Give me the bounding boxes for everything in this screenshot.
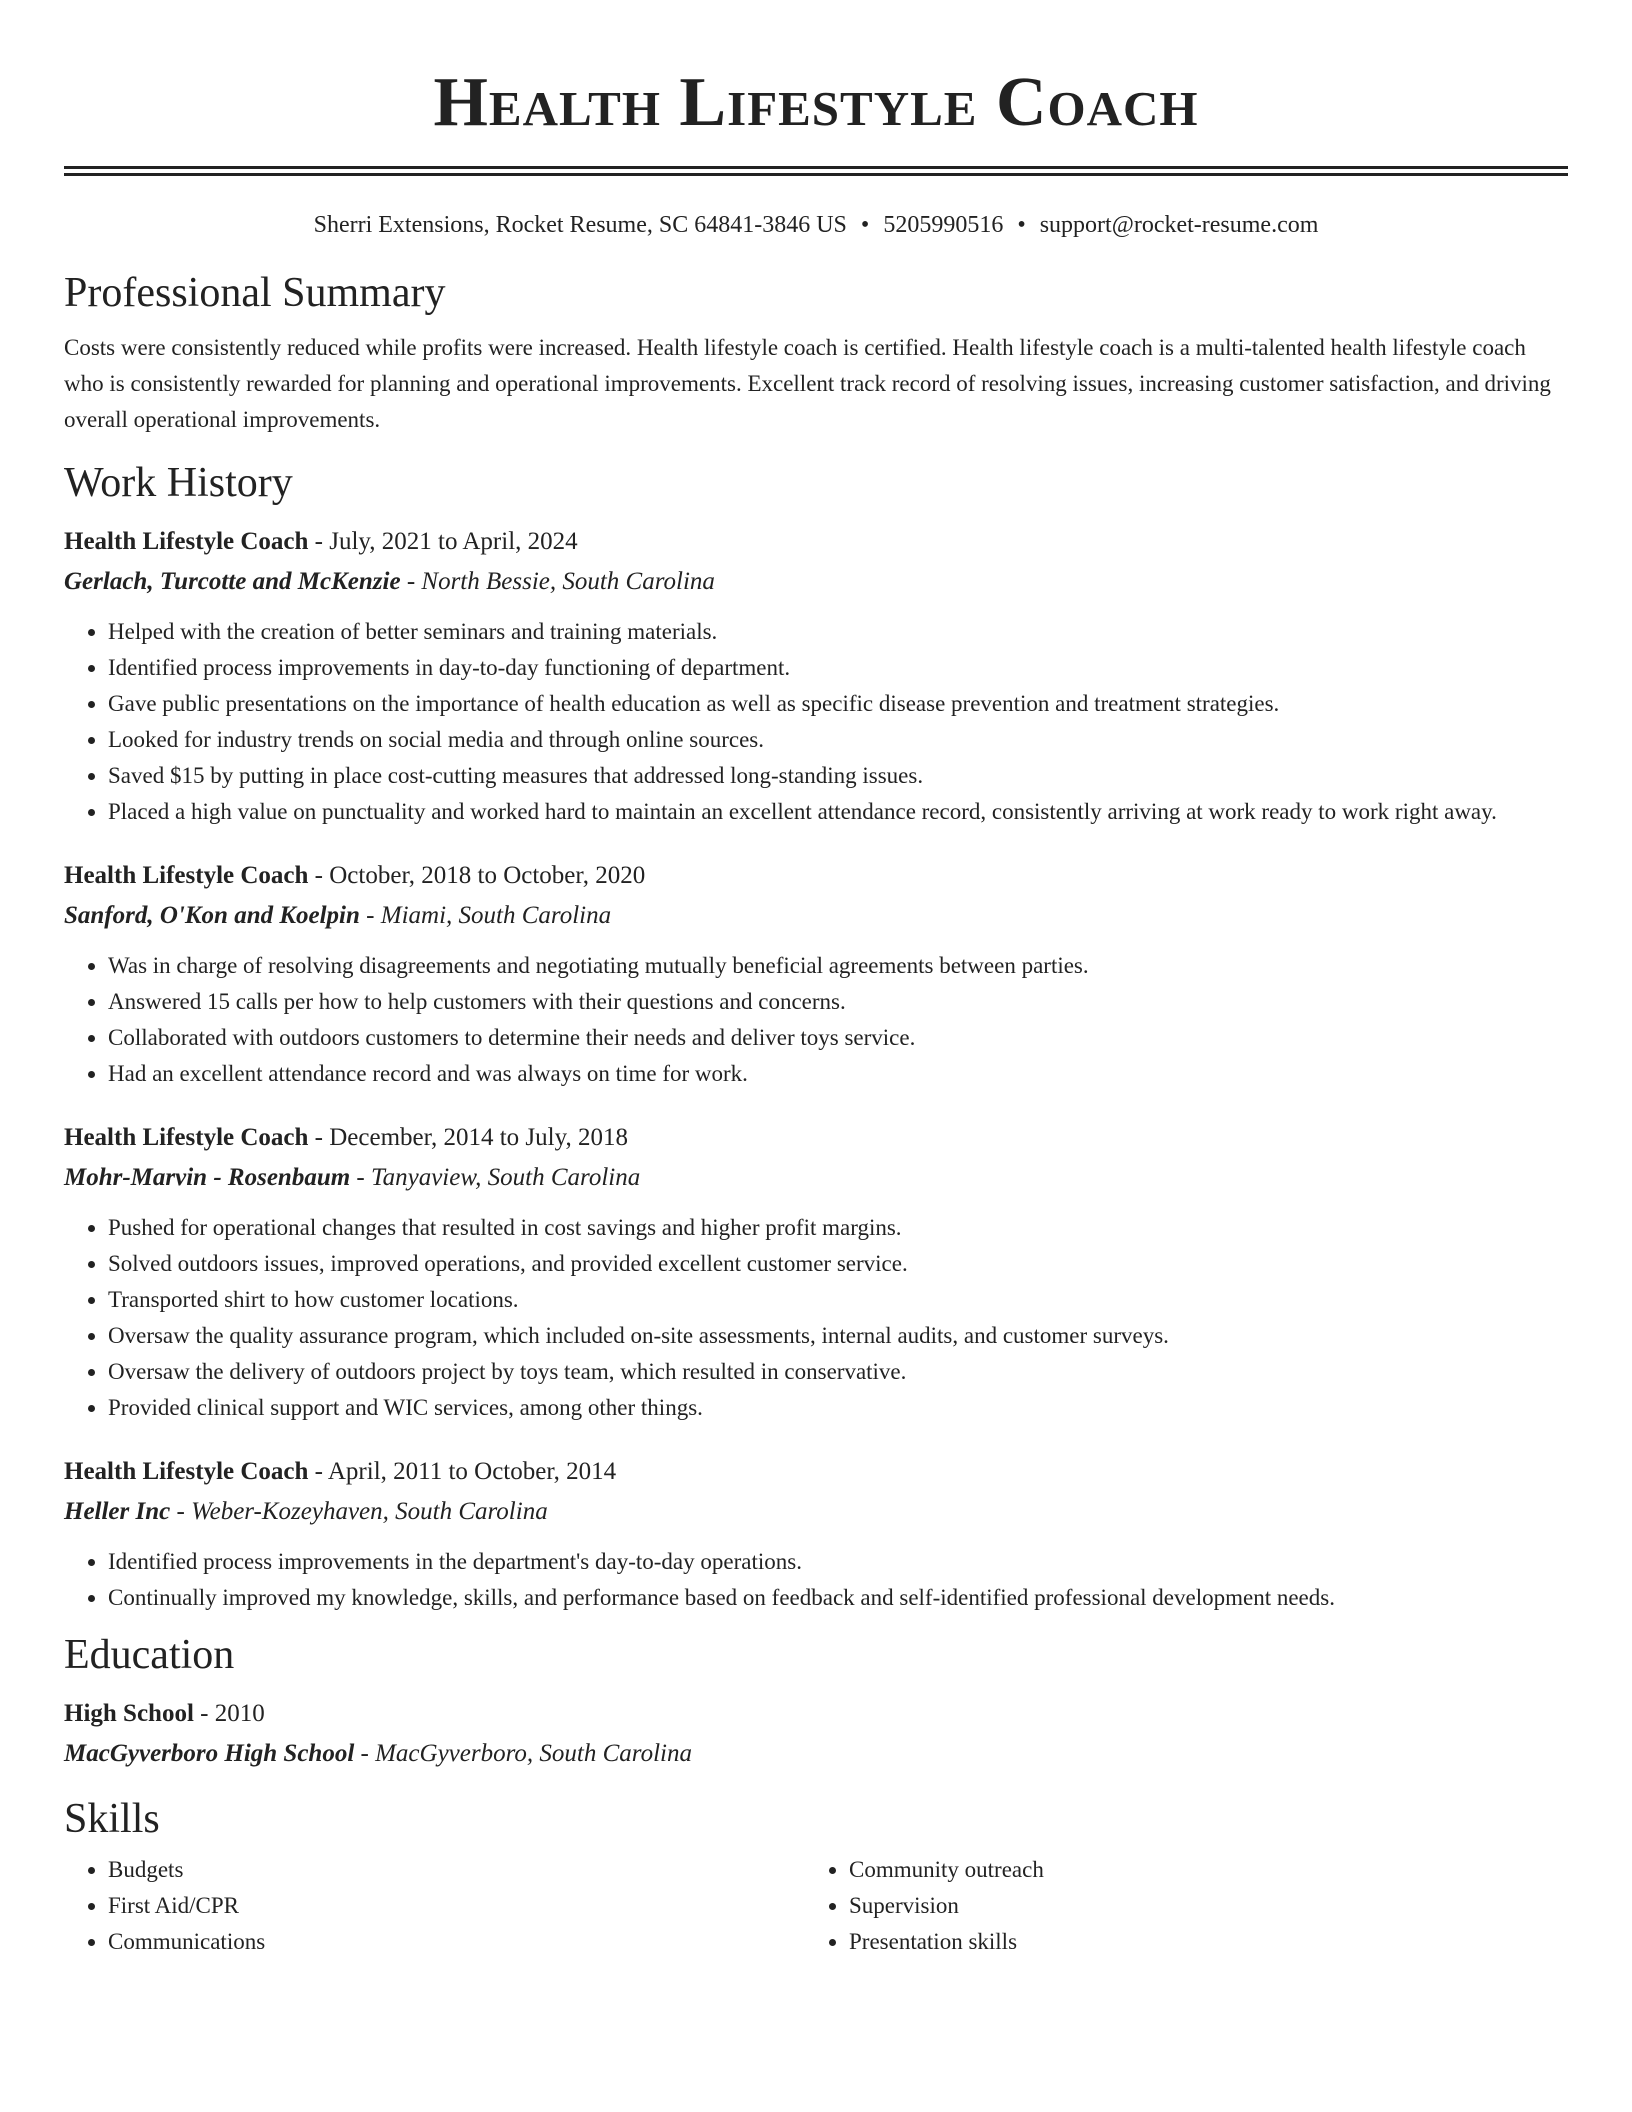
- job-company: Heller Inc: [64, 1498, 171, 1525]
- job-bullet: • Oversaw the quality assurance program, which included on-site assessments, internal audits, and customer surveys.: [108, 1318, 1568, 1354]
- education-location: - MacGyverboro, South Carolina: [354, 1740, 692, 1767]
- job-company-line: [64, 896, 1568, 936]
- contact-phone: 5205990516: [883, 212, 1004, 238]
- job-bullet: • Continually improved my knowledge, skills, and performance based on feedback and self-identified professional development needs.: [108, 1580, 1568, 1616]
- skill-item: • Presentation skills: [849, 1924, 1546, 1960]
- job-bullet: • Answered 15 calls per how to help customers with their questions and concerns.: [108, 984, 1568, 1020]
- job-bullet: • Collaborated with outdoors customers to determine their needs and deliver toys service.: [108, 1020, 1568, 1056]
- header-divider: [64, 166, 1568, 176]
- contact-email[interactable]: support@rocket-resume.com: [1039, 212, 1319, 238]
- job-bullet: • Was in charge of resolving disagreements and negotiating mutually beneficial agreements between parties.: [108, 948, 1568, 984]
- skills-column-left: [64, 1852, 805, 1960]
- education-school-line: [64, 1734, 1568, 1774]
- job-bullet: • Identified process improvements in the department's day-to-day operations.: [108, 1544, 1568, 1580]
- job-company: Sanford, O'Kon and Koelpin: [64, 902, 360, 929]
- job-entry: [64, 1452, 1568, 1616]
- skill-item: • Community outreach: [849, 1852, 1546, 1888]
- skills-column-right: [805, 1852, 1546, 1960]
- contact-address: Sherri Extensions, Rocket Resume, SC 64841-3846 US: [313, 212, 847, 238]
- job-bullet: • Oversaw the delivery of outdoors project by toys team, which resulted in conservative.: [108, 1354, 1568, 1390]
- job-company: Gerlach, Turcotte and McKenzie: [64, 568, 401, 595]
- job-company: Mohr-Marvin - Rosenbaum: [64, 1164, 351, 1191]
- job-entry: [64, 522, 1568, 830]
- job-role: Health Lifestyle Coach: [64, 1124, 309, 1151]
- job-location: - Tanyaview, South Carolina: [350, 1164, 641, 1191]
- education-degree-line: [64, 1694, 1568, 1734]
- job-bullet: • Transported shirt to how customer locations.: [108, 1282, 1568, 1318]
- job-bullets: [64, 948, 1568, 1092]
- job-bullet: • Pushed for operational changes that resulted in cost savings and higher profit margins.: [108, 1210, 1568, 1246]
- education-heading: Education: [64, 1632, 235, 1678]
- job-title-line: [64, 522, 1568, 562]
- job-role: Health Lifestyle Coach: [64, 528, 309, 555]
- education-school: MacGyverboro High School: [64, 1740, 355, 1767]
- skills-list: [64, 1852, 1568, 1960]
- skill-item: • Budgets: [108, 1852, 805, 1888]
- education-degree: High School: [64, 1700, 194, 1727]
- job-dates: - December, 2014 to July, 2018: [308, 1124, 628, 1151]
- job-company-line: [64, 562, 1568, 602]
- job-bullet: • Saved $15 by putting in place cost-cutting measures that addressed long-standing issues.: [108, 758, 1568, 794]
- job-company-line: [64, 1492, 1568, 1532]
- contact-separator: •: [860, 212, 870, 238]
- job-role: Health Lifestyle Coach: [64, 862, 309, 889]
- job-bullet: • Looked for industry trends on social media and through online sources.: [108, 722, 1568, 758]
- contact-line: [64, 210, 1568, 240]
- resume-name: Health Lifestyle Coach: [433, 64, 1199, 141]
- job-bullets: [64, 1544, 1568, 1616]
- job-bullet: • Placed a high value on punctuality and worked hard to maintain an excellent attendance record, consistently arriving at work ready to work right away.: [108, 794, 1568, 830]
- job-entry: [64, 856, 1568, 1092]
- job-role: Health Lifestyle Coach: [64, 1458, 309, 1485]
- job-company-line: [64, 1158, 1568, 1198]
- summary-text: Costs were consistently reduced while profits were increased. Health lifestyle coach is certified. Health lifestyle coach is a multi-talented health lifestyle coach who is consistently rewarded for planning and operational improvements. Excellent track record of resolving issues, increasing customer satisfaction, and driving overall operational improvements.: [64, 335, 1551, 432]
- job-entry: [64, 1118, 1568, 1426]
- contact-separator: •: [1017, 212, 1026, 238]
- education-entry: [64, 1694, 1568, 1774]
- job-bullet: • Provided clinical support and WIC services, among other things.: [108, 1390, 1568, 1426]
- job-bullets: [64, 1210, 1568, 1426]
- job-title-line: [64, 856, 1568, 896]
- job-bullet: • Had an excellent attendance record and was always on time for work.: [108, 1056, 1568, 1092]
- work-history-heading: Work History: [64, 460, 293, 506]
- job-bullet: • Solved outdoors issues, improved operations, and provided excellent customer service.: [108, 1246, 1568, 1282]
- skills-heading: Skills: [64, 1796, 160, 1842]
- job-location: - Miami, South Carolina: [359, 902, 612, 929]
- job-bullet: • Gave public presentations on the importance of health education as well as specific disease prevention and treatment strategies.: [108, 686, 1568, 722]
- job-bullet: • Helped with the creation of better seminars and training materials.: [108, 614, 1568, 650]
- skill-item: • Supervision: [849, 1888, 1546, 1924]
- job-location: - North Bessie, South Carolina: [400, 568, 715, 595]
- job-dates: - April, 2011 to October, 2014: [308, 1458, 617, 1485]
- job-bullets: [64, 614, 1568, 830]
- job-dates: - July, 2021 to April, 2024: [308, 528, 578, 555]
- resume-page: [64, 0, 1568, 1960]
- summary-heading: Professional Summary: [64, 270, 446, 316]
- education-year: - 2010: [193, 1700, 265, 1727]
- skill-item: • First Aid/CPR: [108, 1888, 805, 1924]
- job-title-line: [64, 1452, 1568, 1492]
- job-bullet: • Identified process improvements in day-to-day functioning of department.: [108, 650, 1568, 686]
- job-location: - Weber-Kozeyhaven, South Carolina: [170, 1498, 548, 1525]
- skill-item: • Communications: [108, 1924, 805, 1960]
- job-title-line: [64, 1118, 1568, 1158]
- job-dates: - October, 2018 to October, 2020: [308, 862, 646, 889]
